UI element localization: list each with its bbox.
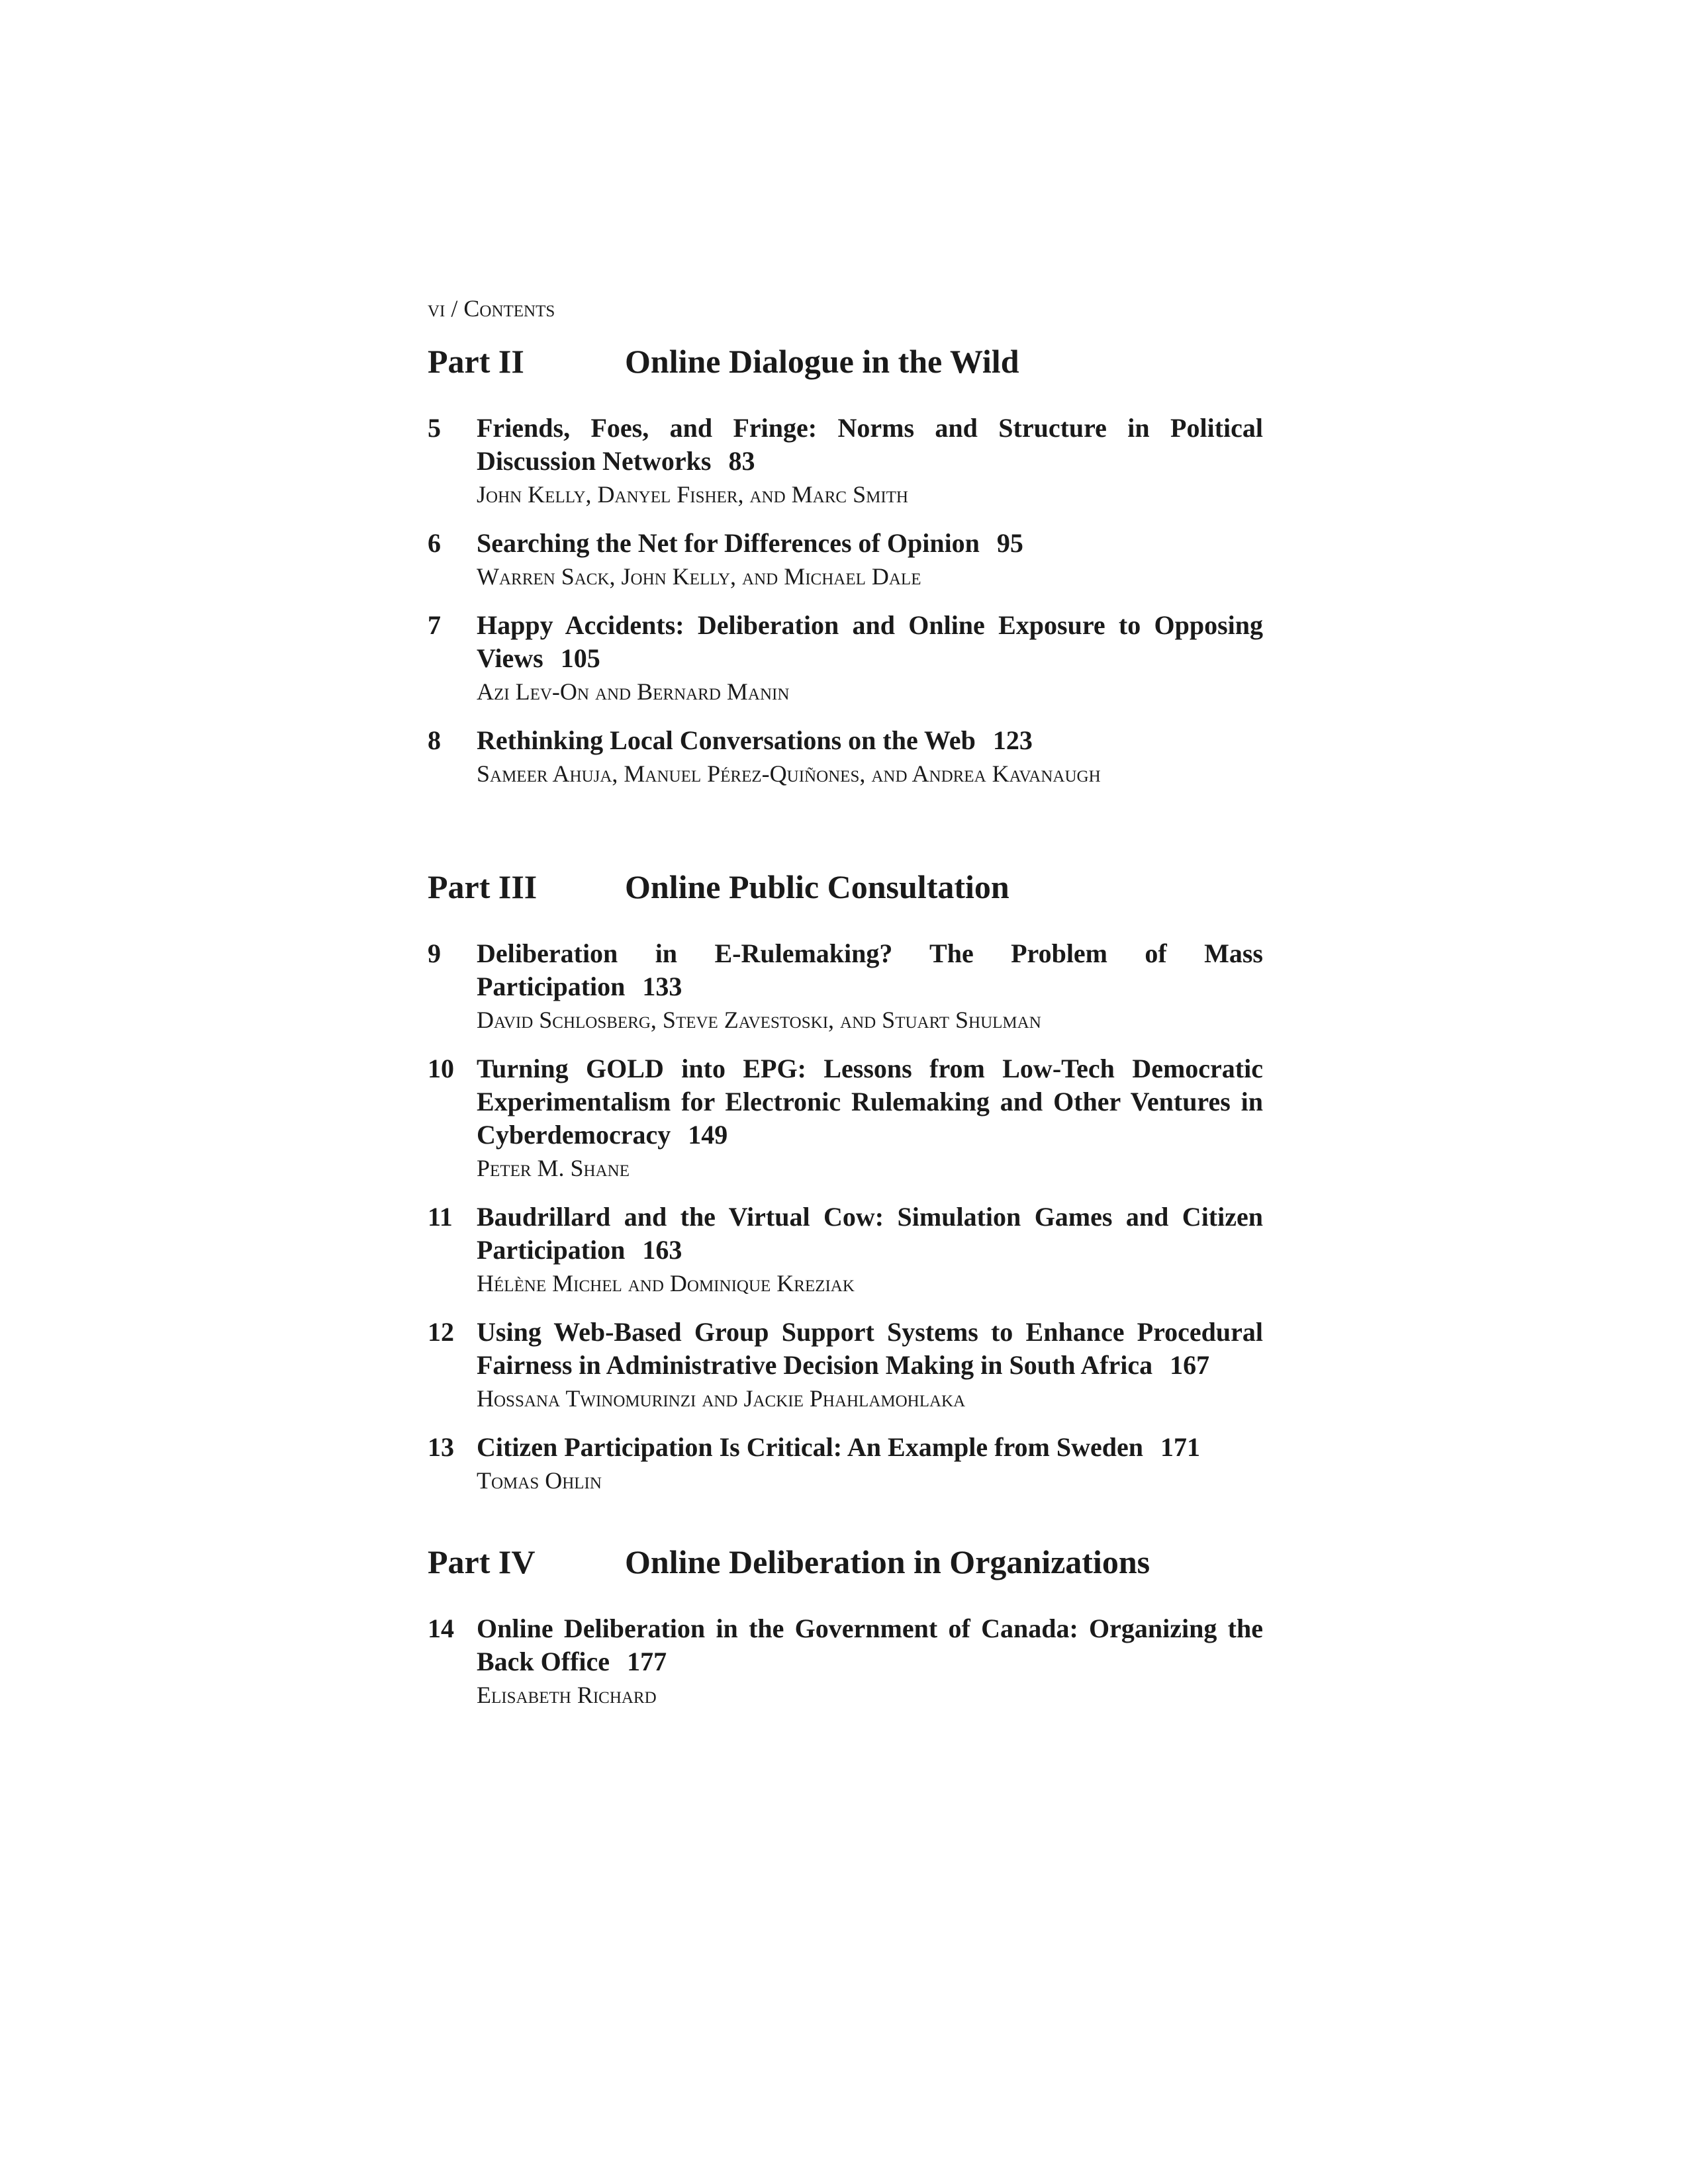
chapter-title: Rethinking Local Conversations on the Web (477, 725, 976, 755)
chapter-title-line (477, 724, 1263, 757)
chapter-number: 6 (428, 528, 441, 558)
chapter-number: 14 (428, 1614, 454, 1643)
chapter-number: 5 (428, 413, 441, 443)
chapter-number: 12 (428, 1317, 454, 1347)
chapter-title-line (477, 609, 1263, 675)
chapter-title-line (477, 1201, 1263, 1267)
chapter-title-line (477, 1431, 1263, 1464)
chapter-authors: Hélène Michel and Dominique Kreziak (477, 1270, 855, 1297)
chapter-title: Friends, Foes, and Fringe: Norms and Structure in Political Discussion Networks (477, 413, 1263, 476)
chapter-authors: John Kelly, Danyel Fisher, and Marc Smith (477, 481, 908, 508)
chapter-authors: Elisabeth Richard (477, 1682, 657, 1708)
chapter-authors: Tomas Ohlin (477, 1467, 602, 1494)
chapter-title: Citizen Participation Is Critical: An Example from Sweden (477, 1432, 1143, 1462)
chapter-page: 167 (1170, 1350, 1210, 1380)
toc-entry[interactable] (428, 412, 1263, 511)
chapter-title-line (477, 1612, 1263, 1678)
chapter-authors: David Schlosberg, Steve Zavestoski, and Stuart Shulman (477, 1007, 1041, 1033)
chapter-number: 7 (428, 610, 441, 640)
chapter-title-line (477, 1316, 1263, 1382)
chapter-authors: Sameer Ahuja, Manuel Pérez-Quiñones, and Andrea Kavanaugh (477, 760, 1101, 787)
chapter-title: Deliberation in E-Rulemaking? The Problem of Mass Participation (477, 938, 1263, 1001)
chapter-title: Searching the Net for Differences of Opinion (477, 528, 980, 558)
part-heading (428, 340, 1263, 383)
chapter-title-line (477, 937, 1263, 1003)
toc-entry[interactable] (428, 609, 1263, 708)
running-head: vi / Contents (428, 295, 555, 322)
toc-entry[interactable] (428, 1052, 1263, 1185)
part-heading (428, 866, 1263, 908)
chapter-page: 149 (688, 1120, 728, 1150)
chapter-page: 171 (1160, 1432, 1200, 1462)
chapter-page: 163 (642, 1235, 682, 1265)
chapter-page: 177 (627, 1647, 667, 1676)
toc-entry[interactable] (428, 1431, 1263, 1497)
toc-entry[interactable] (428, 937, 1263, 1036)
chapter-title: Online Deliberation in the Government of Canada: Organizing the Back Office (477, 1614, 1263, 1676)
chapter-page: 133 (642, 972, 682, 1001)
part-title: Online Deliberation in Organizations (625, 1543, 1150, 1580)
chapter-title: Baudrillard and the Virtual Cow: Simulation Games and Citizen Participation (477, 1202, 1263, 1265)
toc-entry[interactable] (428, 527, 1263, 593)
toc-entry[interactable] (428, 724, 1263, 790)
part-label: Part IV (428, 1543, 536, 1580)
part-title: Online Dialogue in the Wild (625, 343, 1019, 380)
chapter-page: 105 (560, 643, 600, 673)
chapter-title-line (477, 527, 1263, 560)
chapter-authors: Warren Sack, John Kelly, and Michael Dale (477, 563, 921, 590)
chapter-page: 95 (996, 528, 1023, 558)
part-label: Part II (428, 343, 524, 380)
chapter-number: 13 (428, 1432, 454, 1462)
chapter-title-line (477, 412, 1263, 478)
chapter-number: 8 (428, 725, 441, 755)
chapter-page: 123 (992, 725, 1033, 755)
toc-entry[interactable] (428, 1316, 1263, 1415)
chapter-title: Happy Accidents: Deliberation and Online Exposure to Opposing Views (477, 610, 1263, 673)
chapter-number: 11 (428, 1202, 453, 1232)
chapter-number: 9 (428, 938, 441, 968)
chapter-authors: Hossana Twinomurinzi and Jackie Phahlamohlaka (477, 1385, 966, 1412)
toc-entry[interactable] (428, 1612, 1263, 1711)
part-title: Online Public Consultation (625, 868, 1009, 905)
chapter-authors: Azi Lev-On and Bernard Manin (477, 678, 790, 705)
chapter-title: Turning GOLD into EPG: Lessons from Low-Tech Democratic Experimentalism for Electronic Rulemaking and Other Ventures in Cyberdemocracy (477, 1054, 1263, 1150)
part-heading (428, 1541, 1263, 1583)
toc-entry[interactable] (428, 1201, 1263, 1300)
chapter-title-line (477, 1052, 1263, 1152)
part-label: Part III (428, 868, 538, 905)
chapter-number: 10 (428, 1054, 454, 1083)
chapter-title: Using Web-Based Group Support Systems to Enhance Procedural Fairness in Administrative Decision Making in South Africa (477, 1317, 1263, 1380)
chapter-page: 83 (728, 446, 755, 476)
chapter-authors: Peter M. Shane (477, 1155, 630, 1181)
